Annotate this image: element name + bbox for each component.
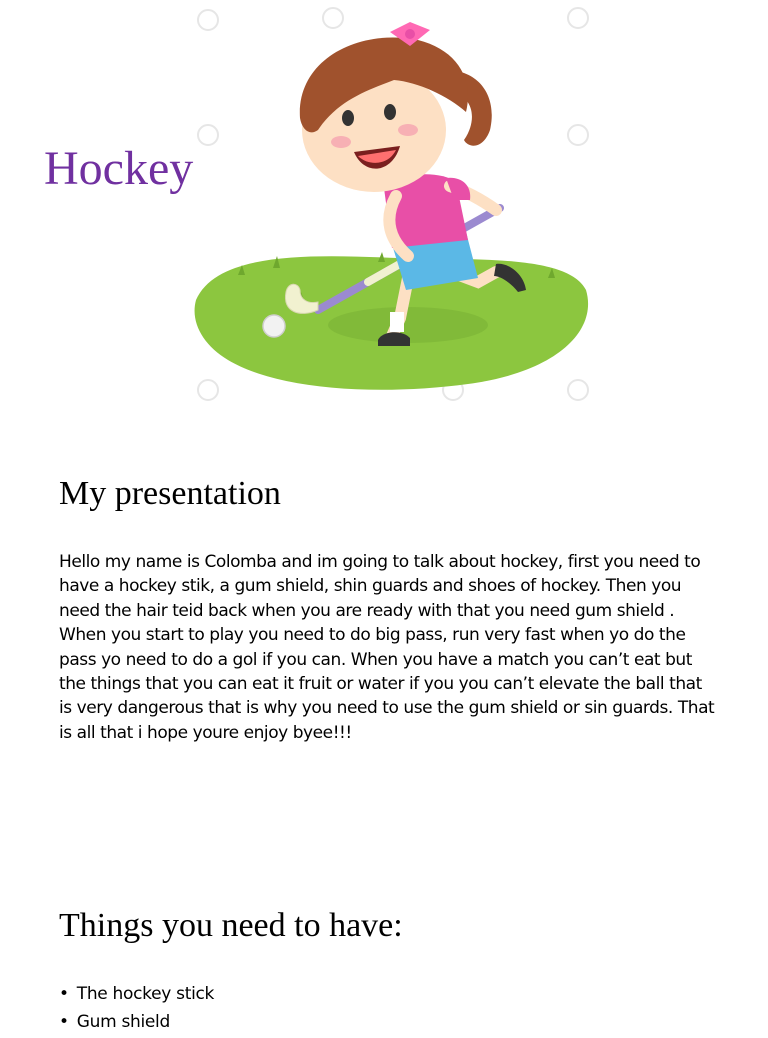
title-slide xyxy=(0,0,768,430)
section-heading: My presentation xyxy=(59,475,281,512)
hockey-ball xyxy=(263,315,285,337)
list-item: • Gum shield xyxy=(59,1010,214,1034)
equipment-list xyxy=(59,982,214,1038)
hockey-player-illustration xyxy=(178,0,606,420)
list-item: • The hockey stick xyxy=(59,982,214,1006)
page-title: Hockey xyxy=(44,142,194,195)
section-heading: Things you need to have: xyxy=(59,907,403,944)
presentation-body-text: Hello my name is Colomba and im going to talk about hockey, first you need to have a hockey stik, a gum shield, shin guards and shoes of hockey. Then you need the hair teid back when you are ready with that you need gum shield . When you start to play you need to do big pass, run very fast when yo do the pass yo need to do a gol if you can. When you have a match you can’t eat but the things that you can eat it fruit or water if you you can’t elevate the ball that is very dangerous that is why you need to use the gum shield or sin guards. That is all that i hope youre enjoy byee!!! xyxy=(59,552,715,743)
